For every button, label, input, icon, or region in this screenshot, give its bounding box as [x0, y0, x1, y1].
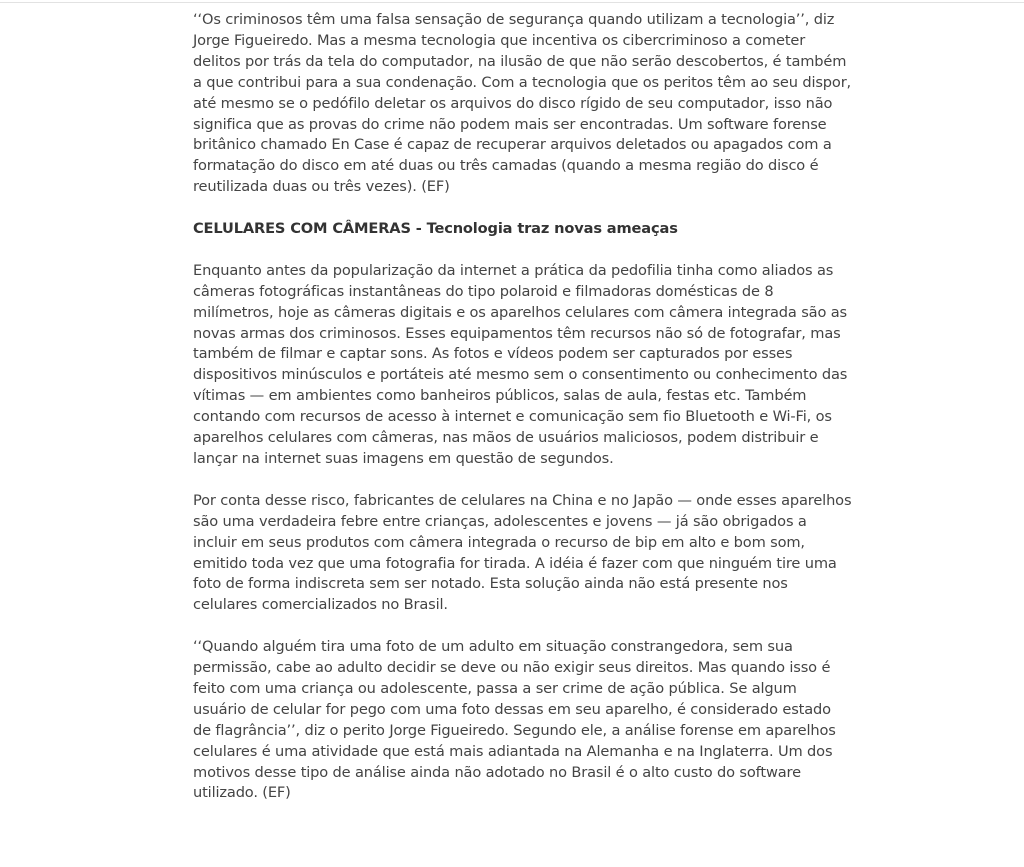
section-heading: CELULARES COM CÂMERAS - Tecnologia traz novas ameaças [193, 220, 678, 238]
article-paragraph-manufacturers: Por conta desse risco, fabricantes de celulares na China e no Japão — onde esses aparelhos são uma verdadeira febre entre crianças, adolescentes e jovens — já são obrigados a incluir em seus produtos com câmera integrada o recurso de bip em alto e bom som, emitido toda vez que uma fotografia for tirada. A idéia é fazer com que ninguém tire uma foto de forma indiscreta sem ser notado. Esta solução ainda não está presente nos celulares comercializados no Brasil. [193, 491, 852, 614]
article-paragraph-expert-quote: ‘‘Quando alguém tira uma foto de um adulto em situação constrangedora, sem sua permissão, cabe ao adulto decidir se deve ou não exigir seus direitos. Mas quando isso é feito com uma criança ou adolescente, passa a ser crime de ação pública. Se algum usuário de celular for pego com uma foto dessas em seu aparelho, é considerado estado de flagrância’’, diz o perito Jorge Figueiredo. Segundo ele, a análise forense em aparelhos celulares é uma atividade que está mais adiantada na Alemanha e na Inglaterra. Um dos motivos desse tipo de análise ainda não adotado no Brasil é o alto custo do software utilizado. (EF) [193, 638, 836, 802]
top-divider [0, 2, 1024, 3]
article-paragraph-forensic-software: ‘‘Os criminosos têm uma falsa sensação de segurança quando utilizam a tecnologia’’, diz Jorge Figueiredo. Mas a mesma tecnologia que incentiva os cibercriminoso a cometer delitos por trás da tela do computador, na ilusão de que não serão descobertos, é também a que contribui para a sua condenação. Com a tecnologia que os peritos têm ao seu dispor, até mesmo se o pedófilo deletar os arquivos do disco rígido de seu computador, isso não significa que as provas do crime não podem mais ser encontradas. Um software forense britânico chamado En Case é capaz de recuperar arquivos deletados ou apagados com a formatação do disco em até duas ou três camadas (quando a mesma região do disco é reutilizada duas ou três vezes). (EF) [193, 11, 852, 196]
article-paragraph-camera-phones: Enquanto antes da popularização da internet a prática da pedofilia tinha como aliados as câmeras fotográficas instantâneas do tipo polaroid e filmadoras domésticas de 8 milímetros, hoje as câmeras digitais e os aparelhos celulares com câmera integrada são as novas armas dos criminosos. Esses equipamentos têm recursos não só de fotografar, mas também de filmar e captar sons. As fotos e vídeos podem ser capturados por esses dispositivos minúsculos e portáteis até mesmo sem o consentimento ou conhecimento das vítimas — em ambientes como banheiros públicos, salas de aula, festas etc. Também contando com recursos de acesso à internet e comunicação sem fio Bluetooth e Wi-Fi, os aparelhos celulares com câmeras, nas mãos de usuários maliciosos, podem distribuir e lançar na internet suas imagens em questão de segundos. [193, 261, 848, 467]
article-body [193, 10, 853, 825]
